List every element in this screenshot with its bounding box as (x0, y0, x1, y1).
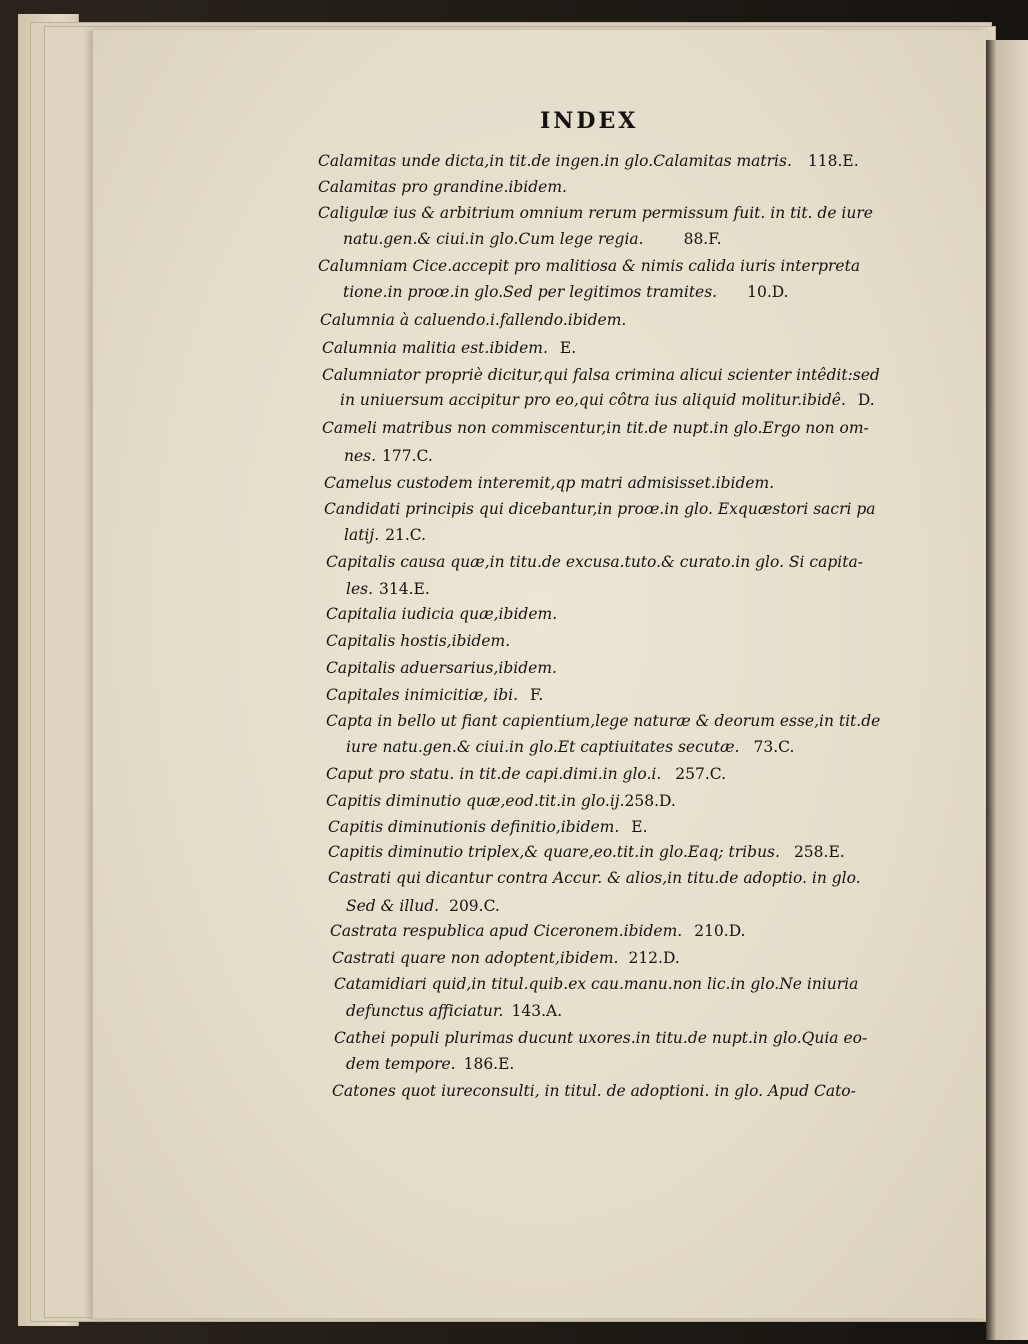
index-entry-line (322, 366, 880, 384)
entry-locator: 210.D. (694, 922, 746, 940)
entry-locator: 186.E. (463, 1055, 515, 1073)
entry-text: Capitis diminutio quæ,eod.tit.in glo.ij. (326, 792, 625, 810)
index-entry-line (326, 792, 676, 810)
index-entry-line (332, 949, 680, 967)
entry-locator: 88.F. (683, 230, 722, 248)
index-entry-line (346, 1002, 562, 1020)
entry-locator: 118.E. (807, 152, 859, 170)
index-entry-line (346, 738, 794, 756)
entry-text: Calamitas unde dicta,in tit.de ingen.in glo.Calamitas matris. (318, 152, 792, 170)
index-entry-line (344, 447, 433, 465)
index-entry-line (334, 1029, 867, 1047)
entry-text: Candidati principis qui dicebantur,in proœ.in glo. Exquæstori sacri pa (324, 500, 876, 518)
entry-text: Calumnia malitia est.ibidem. (322, 339, 548, 357)
entry-text: Calamitas pro grandine.ibidem. (318, 178, 567, 196)
entry-text: dem tempore. (346, 1055, 456, 1073)
index-entry-line (322, 339, 576, 357)
index-entry-line (343, 230, 722, 248)
entry-text: Castrati quare non adoptent,ibidem. (332, 949, 619, 967)
index-entry-line (344, 526, 426, 544)
entry-locator: 212.D. (628, 949, 680, 967)
index-entry-line (326, 632, 510, 650)
entry-text: iure natu.gen.& ciui.in glo.Et captiuitates secutæ. (346, 738, 740, 756)
entry-locator: D. (857, 391, 875, 409)
entry-locator: F. (530, 686, 544, 704)
entry-locator: 314.E. (379, 580, 430, 598)
index-entry-line (328, 818, 648, 836)
entry-text: Caligulæ ius & arbitrium omnium rerum permissum fuit. in tit. de iure (318, 204, 873, 222)
index-entry-line (320, 311, 626, 329)
entry-text: Capitalis causa quæ,in titu.de excusa.tuto.& curato.in glo. Si capita- (326, 553, 863, 571)
index-entry-line (326, 659, 557, 677)
entry-text: Capta in bello ut fiant capientium,lege naturæ & deorum esse,in tit.de (326, 712, 881, 730)
entry-locator: 177.C. (382, 447, 433, 465)
entry-text: les. (346, 580, 374, 598)
entry-locator: 258.E. (793, 843, 845, 861)
index-entry-line (332, 1082, 856, 1100)
entry-text: Castrati qui dicantur contra Accur. & alios,in titu.de adoptio. in glo. (328, 869, 861, 887)
index-entry-line (318, 257, 860, 275)
entry-text: Catamidiari quid,in titul.quib.ex cau.manu.non lic.in glo.Ne iniuria (334, 975, 859, 993)
entry-locator: E. (559, 339, 577, 357)
index-entry-line (326, 553, 863, 571)
entry-locator: 258.D. (624, 792, 676, 810)
index-entry-line (326, 712, 880, 730)
entry-text: natu.gen.& ciui.in glo.Cum lege regia. (343, 230, 644, 248)
entry-text: Capitis diminutionis definitio,ibidem. (328, 818, 620, 836)
entry-locator: E. (631, 818, 648, 836)
entry-text: Caput pro statu. in tit.de capi.dimi.in glo.i. (326, 765, 662, 783)
index-entry-line (318, 178, 567, 196)
index-entry-line (326, 686, 543, 704)
entry-locator: 73.C. (753, 738, 795, 756)
entry-text: Calumniator propriè dicitur,qui falsa crimina alicui scienter intêdit:sed (322, 366, 880, 384)
entry-text: Cathei populi plurimas ducunt uxores.in titu.de nupt.in glo.Quia eo- (334, 1029, 868, 1047)
entry-text: Capitalia iudicia quæ,ibidem. (326, 605, 558, 623)
entry-text: tione.in proœ.in glo.Sed per legitimos tramites. (343, 283, 718, 301)
index-entry-line (330, 922, 746, 940)
entry-text: Calumnia à caluendo.i.fallendo.ibidem. (320, 311, 627, 329)
entry-text: Catones quot iureconsulti, in titul. de adoptioni. in glo. Apud Cato- (332, 1082, 856, 1100)
index-entry-line (324, 500, 876, 518)
entry-text: latij. (344, 526, 380, 544)
index-entry-line (322, 419, 869, 437)
entry-text: Capitalis aduersarius,ibidem. (326, 659, 557, 677)
entry-text: nes. (344, 447, 377, 465)
entry-locator: 10.D. (747, 283, 789, 301)
entry-text: in uniuersum accipitur pro eo,qui côtra ius aliquid molitur.ibidê. (340, 391, 846, 409)
index-entry-line (318, 152, 859, 170)
entry-text: Cameli matribus non commiscentur,in tit.de nupt.in glo.Ergo non om- (322, 419, 869, 437)
index-entry-line (326, 765, 726, 783)
entry-locator: 209.C. (449, 897, 500, 915)
entry-locator: 143.A. (511, 1002, 563, 1020)
index-entry-line (328, 869, 861, 887)
index-entry-line (346, 1055, 514, 1073)
entry-text: Capitales inimicitiæ, ibi. (326, 686, 519, 704)
index-entry-line (340, 391, 875, 409)
entry-locator: 21.C. (385, 526, 427, 544)
entry-text: defunctus afficiatur. (346, 1002, 504, 1020)
index-entry-line (346, 897, 500, 915)
index-entry-line (324, 474, 774, 492)
entry-text: Sed & illud. (346, 897, 440, 915)
entry-text: Camelus custodem interemit,qp matri admisisset.ibidem. (324, 474, 775, 492)
index-entry-line (326, 605, 557, 623)
entry-text: Capitalis hostis,ibidem. (326, 632, 511, 650)
index-entry-line (343, 283, 789, 301)
index-entry-line (318, 204, 873, 222)
entry-locator: 257.C. (675, 765, 727, 783)
entry-text: Capitis diminutio triplex,& quare,eo.tit.in glo.Eaq; tribus. (328, 843, 780, 861)
index-entry-line (328, 843, 845, 861)
index-entry-line (346, 580, 430, 598)
entry-text: Calumniam Cice.accepit pro malitiosa & nimis calida iuris interpreta (318, 257, 861, 275)
entry-text: Castrata respublica apud Ciceronem.ibidem. (330, 922, 683, 940)
running-head: INDEX (540, 108, 639, 134)
index-entry-line (334, 975, 858, 993)
